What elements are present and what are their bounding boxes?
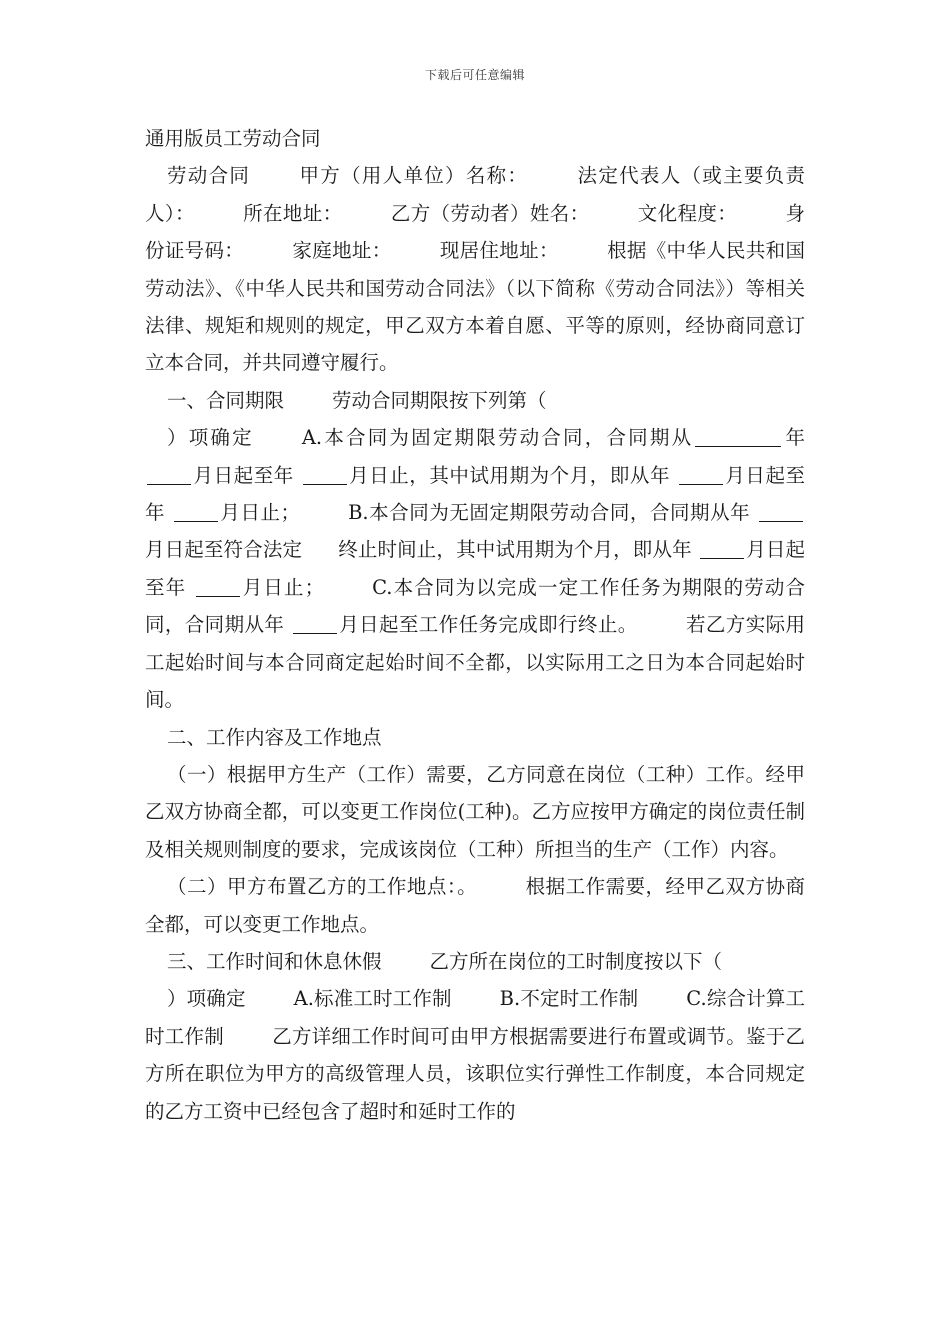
section-1-option-prompt: ）项确定	[167, 426, 254, 450]
current-address-field: 现居住地址：	[439, 239, 559, 263]
option-comprehensive-hours: C.综合计算工时工作制	[145, 987, 805, 1048]
option-b-text-3: 终止时间止，其中试用期为个月，即从年	[338, 538, 692, 562]
start-date-clause: 若乙方实际用工起始时间与本合同商定起始时间不全都，以实际用工之日为本合同起始时间。	[145, 613, 805, 712]
section-2-paragraph-2	[145, 868, 805, 943]
intro-paragraph	[145, 157, 805, 381]
working-hours-clause: 乙方详细工作时间可由甲方根据需要进行布置或调节。鉴于乙方所在职位为甲方的高级管理人员，该职位实行弹性工作制度，本合同规定的乙方工资中已经包含了超时和延时工作的	[145, 1024, 805, 1123]
section-3-title: 三、工作时间和休息休假	[167, 949, 382, 973]
option-c-text: C.本合同为以完成一定工作任务为期限的劳动合同，合同期从年	[145, 575, 805, 637]
section-3-body	[145, 980, 805, 1130]
section-3-heading	[145, 943, 805, 980]
blank-line	[695, 426, 781, 447]
section-1-lead: 劳动合同期限按下列第（	[332, 388, 547, 412]
legal-representative-field: 法定代表人（或主要负责人）：	[145, 164, 805, 225]
section-1-body	[145, 419, 805, 718]
party-a-name-field: 甲方（用人单位）名称：	[298, 164, 529, 188]
section-3-option-prompt: ）项确定	[167, 987, 246, 1011]
education-field: 文化程度：	[637, 201, 738, 225]
option-b-text-5: 月日止；	[241, 575, 325, 599]
option-c-text-2: 月日起至工作任务完成即行终止。	[338, 613, 638, 637]
option-a-text-3: 月日止，其中试用期为个月，即从年	[348, 463, 671, 487]
intro-text: 根据《中华人民共和国劳动法》、《中华人民共和国劳动合同法》（以下简称《劳动合同法》）等相关法律、规矩和规则的规定，甲乙双方本着自愿、平等的原则，经协商同意订立本合同，并共同遵守履行。	[145, 239, 805, 375]
option-a-text-2: 月日起至年	[193, 463, 294, 487]
section-1-title: 一、合同期限	[167, 388, 285, 412]
page-header: 下载后可任意编辑	[424, 68, 525, 82]
blank-line	[679, 463, 723, 484]
document-title: 通用版员工劳动合同	[145, 127, 321, 150]
blank-line	[196, 575, 240, 596]
home-address-field: 家庭地址：	[292, 239, 392, 263]
blank-line	[147, 463, 191, 484]
section-2-heading: 二、工作内容及工作地点	[167, 725, 382, 749]
option-a-text: A.本合同为固定期限劳动合同，合同期从	[301, 426, 694, 450]
work-location-change: 根据工作需要，经甲乙双方协商全都，可以变更工作地点。	[145, 875, 805, 936]
option-a-text-4: 月日起至年	[145, 463, 805, 525]
option-b-text: B.本合同为无固定期限劳动合同，合同期从年	[348, 501, 751, 525]
option-standard-hours: A.标准工时工作制	[293, 987, 452, 1011]
id-number-field: 身份证号码：	[145, 201, 805, 263]
section-3-lead: 乙方所在岗位的工时制度按以下（	[429, 949, 723, 973]
option-a-text-5: 月日止；	[219, 501, 301, 525]
work-location-field: （二）甲方布置乙方的工作地点：。	[167, 875, 478, 899]
blank-line	[759, 501, 803, 522]
option-b-text-2: 月日起至符合法定	[145, 538, 303, 562]
address-field: 所在地址：	[242, 201, 343, 225]
option-a-year: 年	[783, 426, 805, 450]
option-b-text-4: 月日起至年	[145, 538, 805, 599]
intro-label: 劳动合同	[167, 164, 251, 188]
option-flexible-hours: B.不定时工作制	[499, 987, 639, 1011]
blank-line	[293, 613, 337, 634]
blank-line	[700, 538, 744, 559]
section-1-heading	[145, 382, 805, 419]
blank-line	[303, 463, 347, 484]
section-2-paragraph-1: （一）根据甲方生产（工作）需要，乙方同意在岗位（工种）工作。经甲乙双方协商全都，可以变更工作岗位(工种)。乙方应按甲方确定的岗位责任制及相关规则制度的要求，完成该岗位（工种）所担当的生产（工作）内容。	[145, 762, 805, 861]
contract-document	[145, 120, 805, 1130]
blank-line	[174, 501, 218, 522]
party-b-name-field: 乙方（劳动者）姓名：	[390, 201, 590, 225]
